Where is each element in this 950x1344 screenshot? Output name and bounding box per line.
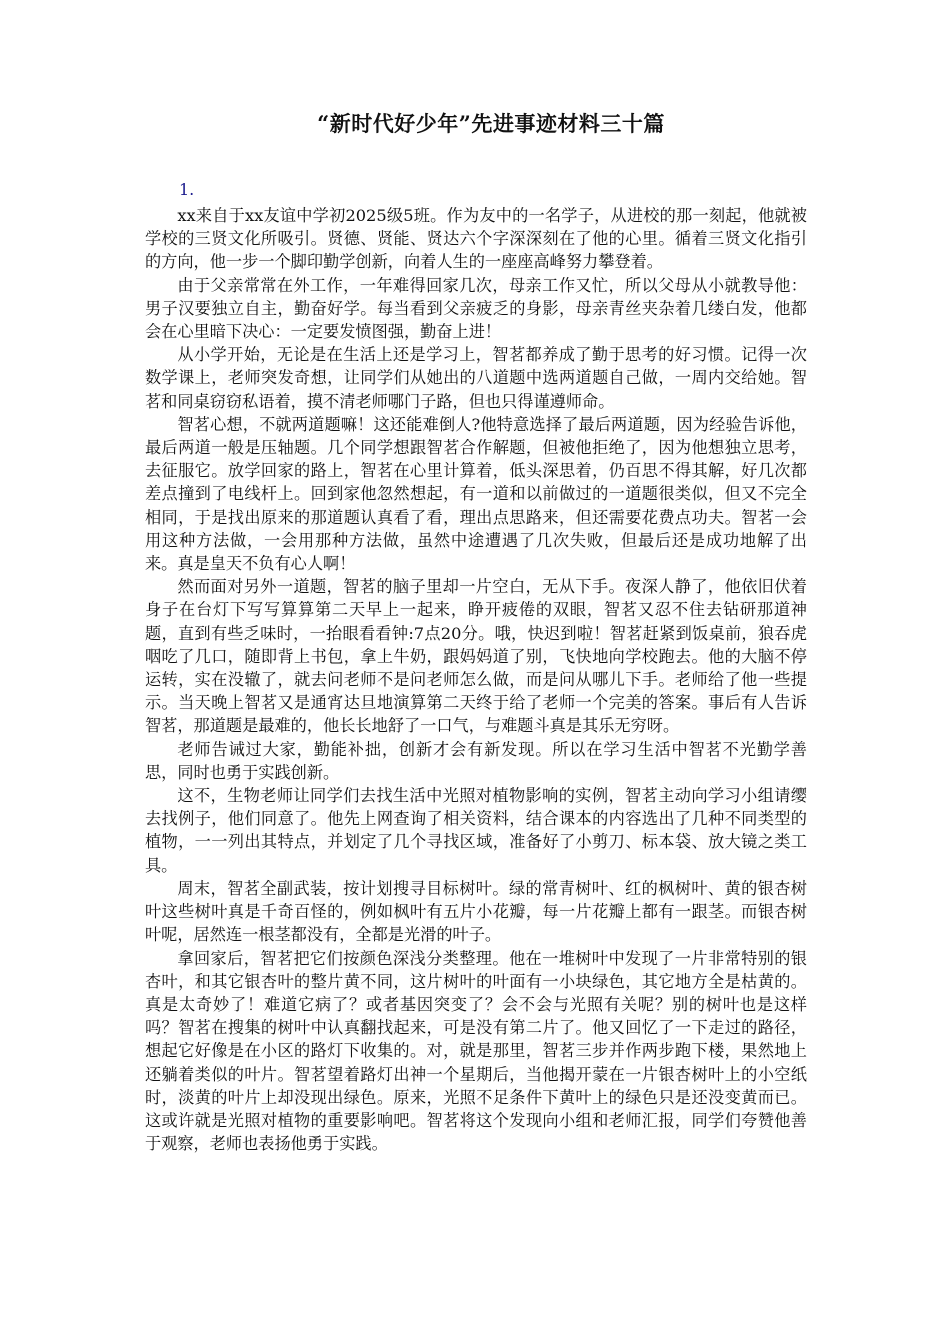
paragraph-7: 这不，生物老师让同学们去找生活中光照对植物影响的实例，智茗主动向学习小组请缨去找例子，他们同意了。他先上网查询了相关资料，结合课本的内容选出了几种不同类型的植物，一一列出其特点，并划定了几个寻找区域，准备好了小剪刀、标本袋、放大镜之类工具。 [145,786,807,875]
paragraph-2: 由于父亲常常在外工作，一年难得回家几次，母亲工作又忙，所以父母从小就教导他：男子汉要独立自主，勤奋好学。每当看到父亲疲乏的身影，母亲青丝夹杂着几缕白发，他都会在心里暗下决心：一定要发愤图强，勤奋上进！ [145,275,807,342]
paragraph-3: 从小学开始，无论是在生活上还是学习上，智茗都养成了勤于思考的好习惯。记得一次数学课上，老师突发奇想，让同学们从她出的八道题中选两道题自己做，一周内交给她。智茗和同桌窃窃私语着，摸不清老师哪门子路，但也只得谨遵师命。 [145,345,807,411]
paragraph-9: 拿回家后，智茗把它们按颜色深浅分类整理。他在一堆树叶中发现了一片非常特别的银杏叶，和其它银杏叶的整片黄不同，这片树叶的叶面有一小块绿色，其它地方全是枯黄的。真是太奇妙了！难道它病了？或者基因突变了？会不会与光照有关呢？别的树叶也是这样吗？智茗在搜集的树叶中认真翻找起来，可是没有第二片了。他又回忆了一下走过的路径，想起它好像是在小区的路灯下收集的。对，就是那里，智茗三步并作两步跑下楼，果然地上还躺着类似的叶片。智茗望着路灯出神一个星期后，当他揭开蒙在一片银杏树叶上的小空纸时，淡黄的叶片上却没现出绿色。原来，光照不足条件下黄叶上的绿色只是还没变黄而已。这或许就是光照对植物的重要影响吧。智茗将这个发现向小组和老师汇报，同学们夸赞他善于观察，老师也表扬他勇于实践。 [145,948,807,1154]
list-item-number: 1. [179,180,195,199]
paragraph-1: xx来自于xx友谊中学初2025级5班。作为友中的一名学子，从进校的那一刻起，他就被学校的三贤文化所吸引。贤德、贤能、贤达六个字深深刻在了他的心里。循着三贤文化指引的方向，他一步一个脚印勤学创新，向着人生的一座座高峰努力攀登着。 [145,206,807,272]
paragraph-6: 老师告诫过大家，勤能补拙，创新才会有新发现。所以在学习生活中智茗不光勤学善思，同时也勇于实践创新。 [145,739,807,782]
document-page [145,110,807,1155]
paragraph-4: 智茗心想，不就两道题嘛！这还能难倒人?他特意选择了最后两道题，因为经验告诉他，最后两道一般是压轴题。几个同学想跟智茗合作解题，但被他拒绝了，因为他想独立思考，去征服它。放学回家的路上，智茗在心里计算着，低头深思着，仍百思不得其解，好几次都差点撞到了电线杆上。回到家他忽然想起，有一道和以前做过的一道题很类似，但又不完全相同，于是找出原来的那道题认真看了看，理出点思路来，但还需要花费点功夫。智茗一会用这种方法做，一会用那种方法做，虽然中途遭遇了几次失败，但最后还是成功地解了出来。真是皇天不负有心人啊！ [145,414,807,574]
paragraph-8: 周末，智茗全副武装，按计划搜寻目标树叶。绿的常青树叶、红的枫树叶、黄的银杏树叶这些树叶真是千奇百怪的，例如枫叶有五片小花瓣，每一片花瓣上都有一跟茎。而银杏树叶呢，居然连一根茎都没有，全都是光滑的叶子。 [145,878,807,945]
paragraph-5: 然而面对另外一道题，智茗的脑子里却一片空白，无从下手。夜深人静了，他依旧伏着身子在台灯下写写算算第二天早上一起来，睁开疲倦的双眼，智茗又忍不住去钻研那道神题，直到有些乏味时，一抬眼看看钟:7点20分。哦，快迟到啦！智茗赶紧到饭桌前，狼吞虎咽吃了几口，随即背上书包，拿上牛奶，跟妈妈道了别，飞快地向学校跑去。他的大脑不停运转，实在没辙了，就去问老师不是问老师怎么做，而是问从哪儿下手。老师给了他一些提示。当天晚上智茗又是通宵达旦地演算第二天终于给了老师一个完美的答案。事后有人告诉智茗，那道题是最难的，他长长地舒了一口气，与难题斗真是其乐无穷呀。 [145,577,807,736]
document-title: “新时代好少年”先进事迹材料三十篇 [317,111,665,136]
